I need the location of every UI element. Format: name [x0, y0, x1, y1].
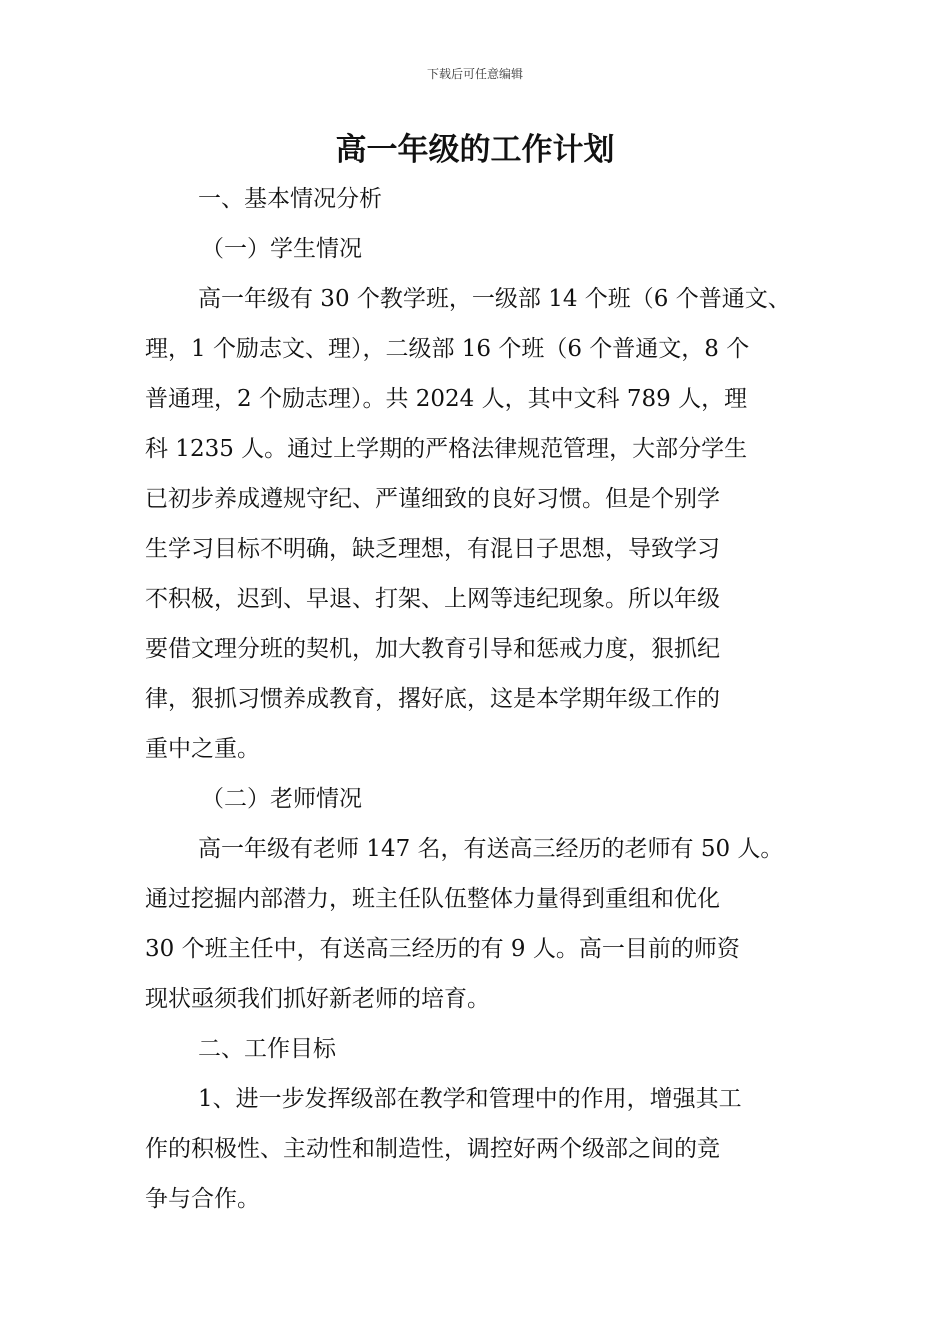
- paragraph-line: 高一年级有 30 个教学班，一级部 14 个班（6 个普通文、: [198, 286, 791, 312]
- document-title: 高一年级的工作计划: [335, 132, 615, 168]
- paragraph-line: 科 1235 人。通过上学期的严格法律规范管理，大部分学生: [145, 436, 748, 462]
- subsection-heading-teachers: （二）老师情况: [201, 786, 362, 812]
- paragraph-line: 律，狠抓习惯养成教育，撂好底，这是本学期年级工作的: [145, 686, 720, 712]
- paragraph-line: 重中之重。: [145, 736, 260, 762]
- paragraph-line: 通过挖掘内部潜力，班主任队伍整体力量得到重组和优化: [145, 886, 720, 912]
- paragraph-line: 30 个班主任中，有送高三经历的有 9 人。高一目前的师资: [145, 936, 740, 962]
- paragraph-line: 已初步养成遵规守纪、严谨细致的良好习惯。但是个别学: [145, 486, 720, 512]
- paragraph-line: 争与合作。: [145, 1186, 260, 1212]
- paragraph-line: 要借文理分班的契机，加大教育引导和惩戒力度，狠抓纪: [145, 636, 720, 662]
- paragraph-teachers: [145, 824, 805, 1024]
- subsection-heading-students: （一）学生情况: [201, 236, 362, 262]
- section-heading-work-goals: 二、工作目标: [198, 1036, 336, 1062]
- paragraph-line: 高一年级有老师 147 名，有送高三经历的老师有 50 人。: [198, 836, 784, 862]
- paragraph-line: 现状亟须我们抓好新老师的培育。: [145, 986, 490, 1012]
- paragraph-line: 作的积极性、主动性和制造性，调控好两个级部之间的竞: [145, 1136, 720, 1162]
- page-header: 下载后可任意编辑: [426, 67, 523, 81]
- paragraph-line: 普通理，2 个励志理）。共 2024 人，其中文科 789 人，理: [145, 386, 748, 412]
- section-heading-basic-analysis: 一、基本情况分析: [198, 186, 382, 212]
- paragraph-line: 1、进一步发挥级部在教学和管理中的作用，增强其工: [198, 1086, 742, 1112]
- paragraph-students: [145, 274, 805, 774]
- document-body: [145, 174, 805, 1224]
- paragraph-line: 生学习目标不明确，缺乏理想，有混日子思想，导致学习: [145, 536, 720, 562]
- paragraph-line: 不积极，迟到、早退、打架、上网等违纪现象。所以年级: [145, 586, 720, 612]
- paragraph-line: 理，1 个励志文、理），二级部 16 个班（6 个普通文，8 个: [145, 336, 750, 362]
- paragraph-goal-1: [145, 1074, 805, 1224]
